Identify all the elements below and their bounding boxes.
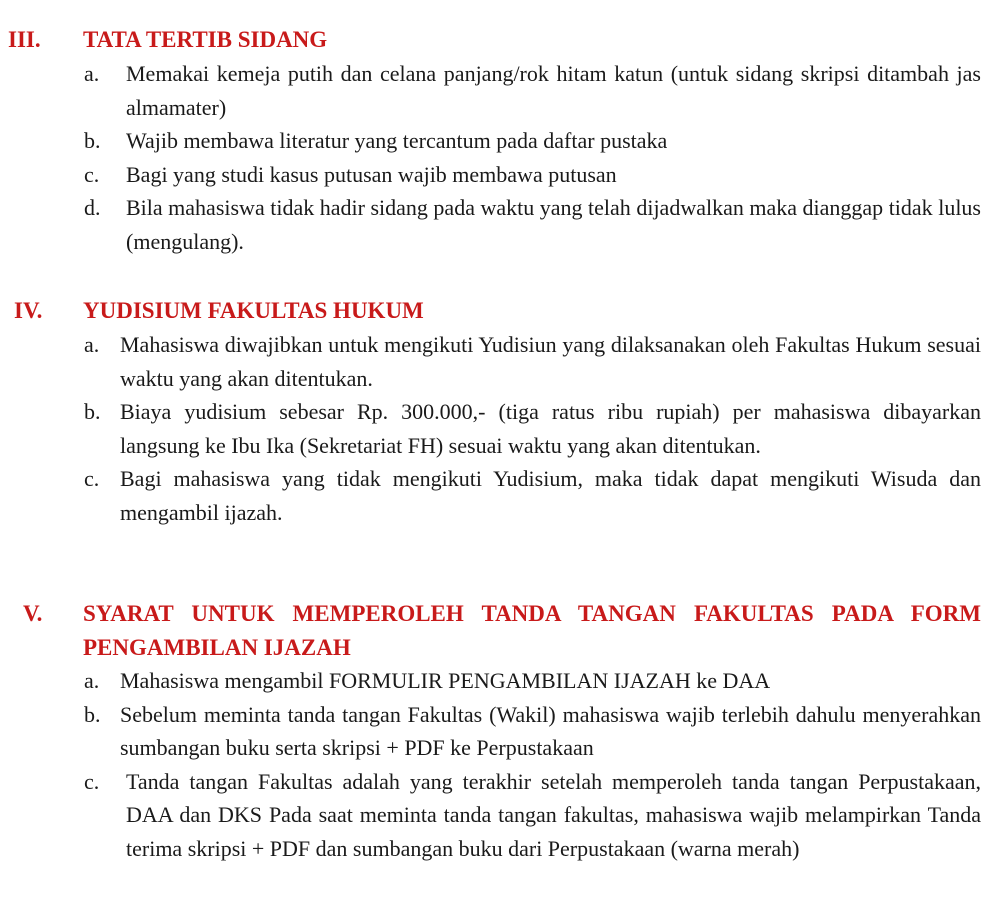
item-text: Bagi yang studi kasus putusan wajib membawa putusan <box>126 161 617 187</box>
section-title: TATA TERTIB SIDANG <box>83 27 328 52</box>
item-text: Sebelum meminta tanda tangan Fakultas (Wakil) mahasiswa wajib terlebih dahulu menyerahkan sumbangan buku serta skripsi + PDF ke Perpustakaan <box>120 701 981 760</box>
item-letter: b. <box>84 399 101 424</box>
list-item <box>0 664 985 698</box>
section-numeral: III. <box>8 27 41 52</box>
list-item <box>0 57 985 124</box>
section-numeral: V. <box>23 601 43 626</box>
list-item <box>0 462 985 529</box>
item-letter: c. <box>84 768 100 794</box>
section-iii <box>0 23 985 258</box>
list-item <box>0 328 985 395</box>
item-text: Wajib membawa literatur yang tercantum pada daftar pustaka <box>126 128 668 153</box>
item-letter: a. <box>84 332 100 357</box>
section-v <box>0 597 985 865</box>
section-item-list <box>0 57 985 258</box>
section-heading <box>0 597 985 664</box>
item-letter: b. <box>84 128 101 153</box>
item-letter: a. <box>84 61 100 86</box>
list-item <box>0 395 985 462</box>
section-title: SYARAT UNTUK MEMPEROLEH TANDA TANGAN FAKULTAS PADA FORM PENGAMBILAN IJAZAH <box>83 601 981 660</box>
item-letter: b. <box>84 701 101 727</box>
section-heading <box>0 294 985 328</box>
section-heading <box>0 23 985 57</box>
item-letter: c. <box>84 161 100 187</box>
list-item <box>0 124 985 158</box>
item-text: Tanda tangan Fakultas adalah yang terakhir setelah memperoleh tanda tangan Perpustakaan, DAA dan DKS Pada saat meminta tanda tangan fakultas, mahasiswa wajib melampirkan Tanda terima skripsi + PDF dan sumbangan buku dari Perpustakaan (warna merah) <box>126 768 981 861</box>
item-text: Bagi mahasiswa yang tidak mengikuti Yudisium, maka tidak dapat mengikuti Wisuda dan mengambil ijazah. <box>120 466 981 525</box>
list-item <box>0 158 985 192</box>
section-iv <box>0 294 985 529</box>
list-item <box>0 765 985 866</box>
list-item <box>0 698 985 765</box>
section-numeral: IV. <box>14 298 43 323</box>
list-item <box>0 191 985 258</box>
item-text: Mahasiswa diwajibkan untuk mengikuti Yudisiun yang dilaksanakan oleh Fakultas Hukum sesuai waktu yang akan ditentukan. <box>120 332 981 391</box>
section-title: YUDISIUM FAKULTAS HUKUM <box>83 298 424 323</box>
item-text: Mahasiswa mengambil FORMULIR PENGAMBILAN IJAZAH ke DAA <box>120 668 771 693</box>
section-item-list <box>0 664 985 865</box>
item-letter: d. <box>84 195 101 220</box>
section-item-list <box>0 328 985 529</box>
item-letter: c. <box>84 466 100 491</box>
item-text: Bila mahasiswa tidak hadir sidang pada waktu yang telah dijadwalkan maka dianggap tidak lulus (mengulang). <box>126 195 981 254</box>
item-letter: a. <box>84 668 100 693</box>
item-text: Memakai kemeja putih dan celana panjang/rok hitam katun (untuk sidang skripsi ditambah jas almamater) <box>126 61 981 120</box>
item-text: Biaya yudisium sebesar Rp. 300.000,- (tiga ratus ribu rupiah) per mahasiswa dibayarkan langsung ke Ibu Ika (Sekretariat FH) sesuai waktu yang akan ditentukan. <box>120 399 981 458</box>
